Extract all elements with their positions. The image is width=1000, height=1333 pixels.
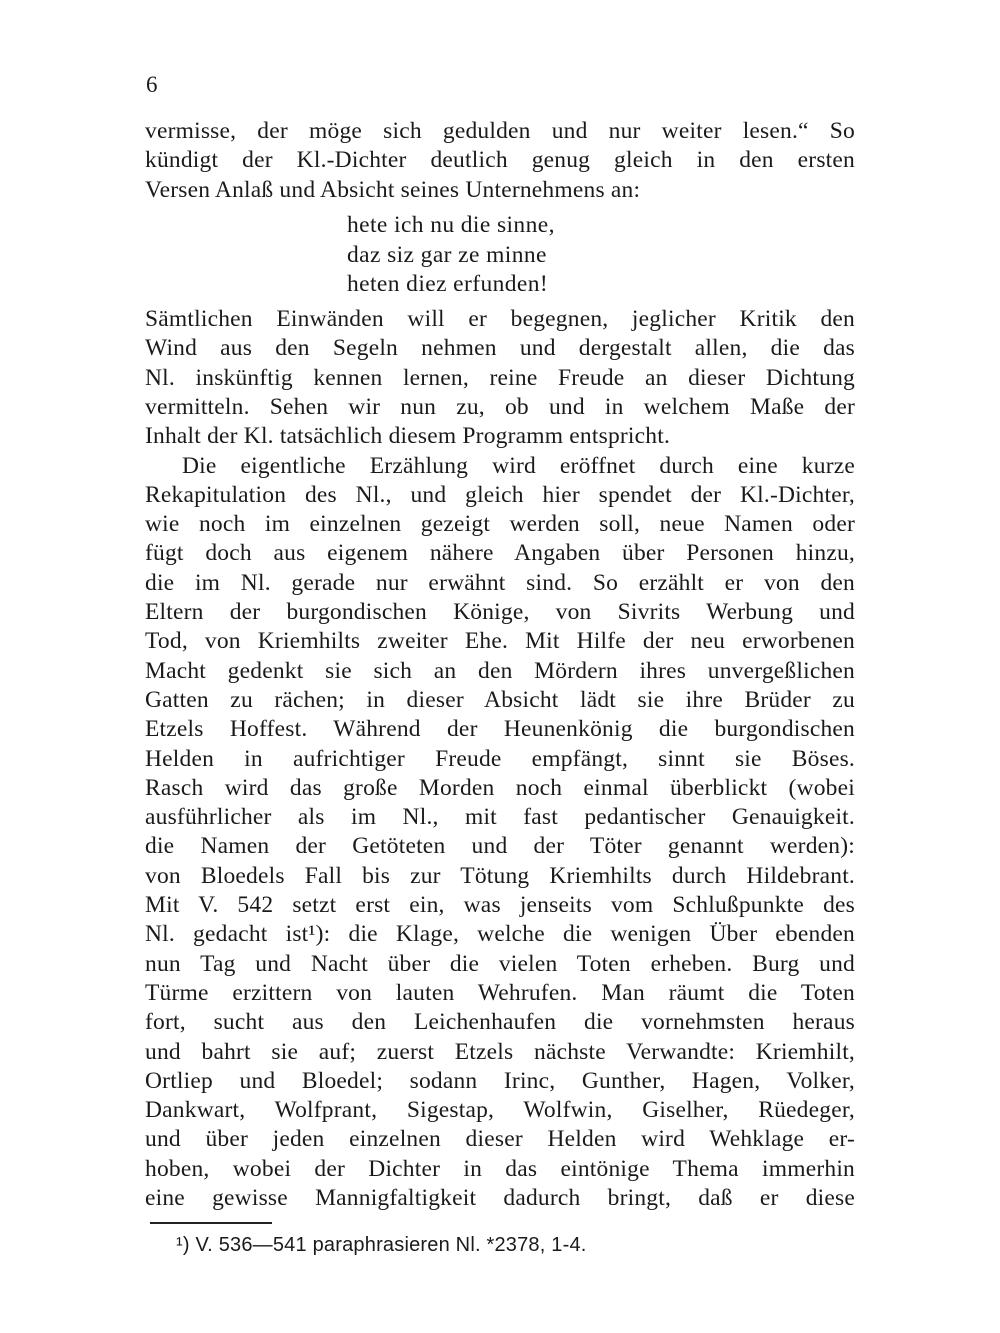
text-line: Eltern der burgondischen Könige, von Sivrits Werbung und [145, 599, 855, 625]
text-line: Rekapitulation des Nl., und gleich hier spendet der Kl.-Dichter, [145, 481, 855, 508]
page-number: 6 [146, 72, 158, 97]
text-line: und bahrt sie auf; zuerst Etzels nächste Verwandte: Kriemhilt, [145, 1038, 855, 1065]
text-line: nun Tag und Nacht über die vielen Toten erheben. Burg und [145, 950, 855, 977]
text-line: Inhalt der Kl. tatsächlich diesem Programm entspricht. [145, 423, 671, 450]
text-line: Die eigentliche Erzählung wird eröffnet durch eine kurze [182, 452, 855, 479]
text-line: wie noch im einzelnen gezeigt werden soll, neue Namen oder [145, 511, 855, 538]
text-line: ausführlicher als im Nl., mit fast pedantischer Genauigkeit. [145, 804, 855, 831]
text-line: Dankwart, Wolfprant, Sigestap, Wolfwin, Giselher, Rüedeger, [145, 1097, 855, 1124]
text-line: vermisse, der möge sich gedulden und nur weiter lesen.“ So [145, 118, 855, 144]
text-line: die im Nl. gerade nur erwähnt sind. So erzählt er von den [145, 569, 855, 596]
text-line: Ortliep und Bloedel; sodann Irinc, Gunther, Hagen, Volker, [145, 1067, 855, 1094]
text-line: die Namen der Getöteten und der Töter genannt werden): [145, 833, 855, 860]
verse-line: heten diez erfunden! [347, 271, 549, 297]
text-line: Etzels Hoffest. Während der Heunenkönig die burgondischen [145, 716, 855, 743]
text-line: Gatten zu rächen; in dieser Absicht lädt sie ihre Brüder zu [145, 686, 855, 713]
text-line: hoben, wobei der Dichter in das eintönige Thema immerhin [145, 1155, 855, 1182]
text-line: Macht gedenkt sie sich an den Mördern ihres unvergeßlichen [145, 657, 855, 684]
verse-line: daz siz gar ze minne [347, 241, 547, 268]
text-line: kündigt der Kl.-Dichter deutlich genug gleich in den ersten [145, 147, 855, 174]
text-line: Nl. gedacht ist¹): die Klage, welche die wenigen Über ebenden [145, 921, 855, 948]
footnote-divider [150, 1222, 272, 1224]
text-line: Versen Anlaß und Absicht seines Unternehmens an: [145, 176, 641, 203]
text-line: vermitteln. Sehen wir nun zu, ob und in welchem Maße der [145, 393, 855, 420]
text-line: Türme erzittern von lauten Wehrufen. Man räumt die Toten [145, 979, 855, 1006]
footnote: ¹) V. 536—541 paraphrasieren Nl. *2378, 1-4. [176, 1234, 587, 1256]
text-line: fort, sucht aus den Leichenhaufen die vornehmsten heraus [145, 1009, 855, 1036]
text-line: von Bloedels Fall bis zur Tötung Kriemhilts durch Hildebrant. [145, 862, 855, 889]
text-line: und über jeden einzelnen dieser Helden wird Wehklage er- [145, 1126, 855, 1153]
text-line: Mit V. 542 setzt erst ein, was jenseits vom Schlußpunkte des [145, 892, 855, 918]
text-line: Wind aus den Segeln nehmen und dergestalt allen, die das [145, 335, 855, 362]
text-line: eine gewisse Mannigfaltigkeit dadurch bringt, daß er diese [145, 1185, 855, 1211]
text-line: Tod, von Kriemhilts zweiter Ehe. Mit Hilfe der neu erworbenen [145, 628, 855, 655]
text-line: Helden in aufrichtiger Freude empfängt, sinnt sie Böses. [145, 745, 855, 772]
text-line: Sämtlichen Einwänden will er begegnen, jeglicher Kritik den [145, 306, 855, 332]
text-line: fügt doch aus eigenem nähere Angaben über Personen hinzu, [145, 540, 855, 567]
verse-line: hete ich nu die sinne, [347, 212, 555, 238]
text-line: Nl. inskünftig kennen lernen, reine Freude an dieser Dichtung [145, 364, 855, 391]
text-line: Rasch wird das große Morden noch einmal überblickt (wobei [145, 774, 855, 801]
